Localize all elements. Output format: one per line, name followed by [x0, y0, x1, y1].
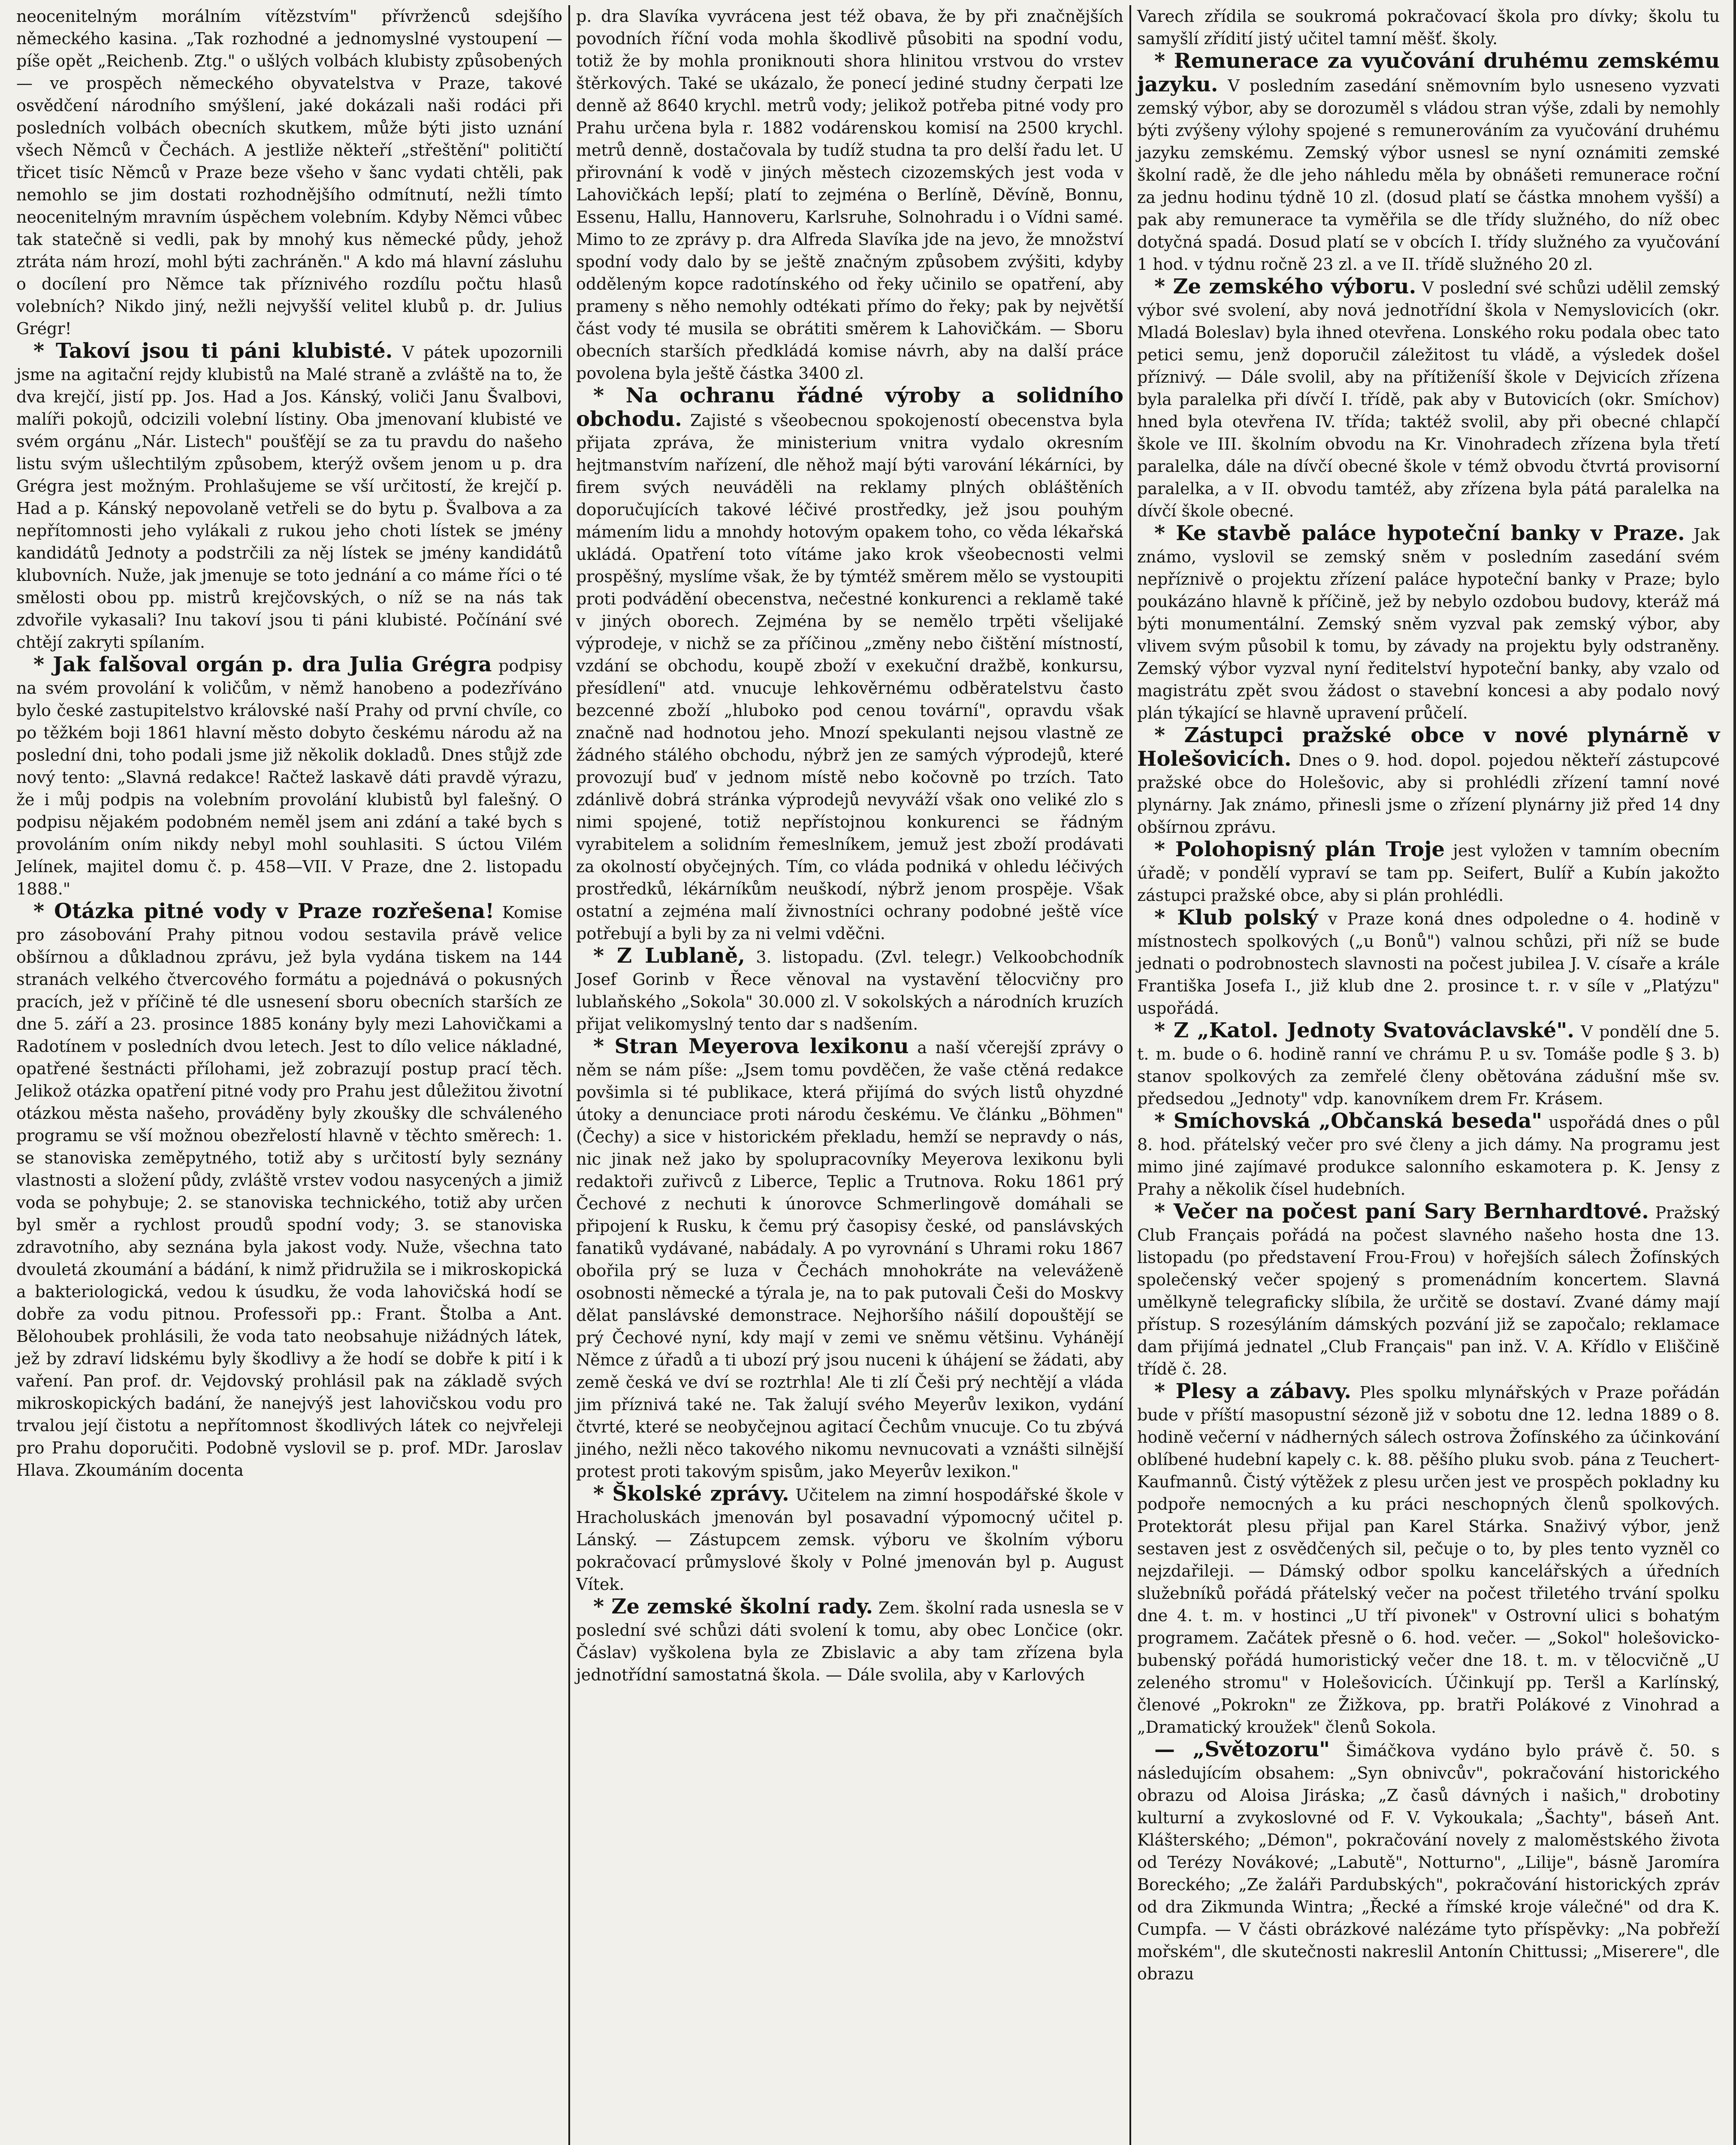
article-paragraph — [16, 653, 562, 900]
article-text: uspořádá dnes o půl 8. hod. přátelský večer pro své členy a jich dámy. Na programu jest mimo jiné zajímavé produkce salonního eskamotera p. K. Jensy z Prahy a několik čísel hudebních. — [1137, 1113, 1720, 1199]
article-paragraph — [16, 340, 562, 653]
article-paragraph — [576, 1595, 1123, 1686]
article-text: Jak známo, vyslovil se zemský sněm v posledním zasedání svém nepříznivě o projektu zřízení paláce hypoteční banky v Praze; bylo poukázáno hlavně k příčině, jež by nebylo ozdobou budovy, kteráž má býti monumentální. Zemský sněm vyzval pak zemský výbor, aby vlivem svým působil k tomu, by závady na projektu byly odstraněny. Zemský výbor vyzval nyní ředitelství hypoteční banky, aby vzalo od magistrátu zpět svou žádost o stavební koncesi a aby podalo nový plán týkající se hlavně upravení průčelí. — [1137, 525, 1720, 722]
article-heading: * Polohopisný plán Troje — [1154, 837, 1445, 861]
article-text: jest vyložen v tamním obecním úřadě; v pondělí vypraví se tam pp. Seifert, Bulíř a Kubín jakožto zástupci pražské obce, aby si plán prohlédli. — [1137, 841, 1720, 905]
article-paragraph — [1137, 1380, 1720, 1738]
article-paragraph — [576, 5, 1123, 384]
article-heading: * Otázka pitné vody v Praze rozřešena! — [33, 899, 495, 923]
article-heading: * Remunerace za vyučování druhému zemskému jazyku. — [1137, 49, 1720, 97]
article-text: Zem. školní rada usnesla se v poslední své schůzi dáti svolení k tomu, aby obec Lončice (okr. Čáslav) vyškolena byla ze Zbislavic a aby tam zřízena byla jednotřídní samostatná škola. — Dále svolila, aby v Karlových — [576, 1598, 1123, 1684]
article-heading: * Plesy a zábavy. — [1154, 1379, 1352, 1403]
article-text: Ples spolku mlynářských v Praze pořádán bude v příští masopustní sézoně již v sobotu dne 12. ledna 1889 o 8. hodině večerní v nádherných sálech ostrova Žofínského za účinkování oblíbené hudební kapely c. k. 88. pěšího pluku svob. pána z Teuchert-Kaufmannů. Čistý výtěžek z plesu určen jest ve prospěch pokladny ku podpoře nemocných a ku práci neschopných členů spolkových. Protektorát plesu přijal pan Karel Stárka. Snaživý výbor, jenž sestaven jest z osvědčených sil, pečuje o to, by ples tento vyzněl co nejzdařileji. — Dámský odbor spolku kancelářských a úředních služebníků pořádá přátelský večer na počest třiletého trvání spolku dne 4. t. m. v hostinci „U tří pivonek" v Ostrovní ulici s bohatým programem. Začátek přesně o 6. hod. večer. — „Sokol" holešovicko-bubenský pořádá humoristický večer dne 18. t. m. v tělocvičně „U zeleného stromu" v Holešovicích. Účinkují pp. Teršl a Karlínský, členové „Pokrokn" ze Žižkova, pp. bratři Polákové z Vinohrad a „Dramatický kroužek" členů Sokola. — [1137, 1383, 1720, 1737]
article-heading: — „Světozoru" — [1154, 1737, 1330, 1761]
article-heading: * Z „Katol. Jednoty Svatováclavské". — [1154, 1018, 1575, 1042]
article-text: neocenitelným morálním vítězstvím" přívrženců sdejšího německého kasina. „Tak rozhodné a jednomyslné vystoupení — píše opět „Reichenb. Ztg." o ušlých volbách klubisty způsobených — ve prospěch německého obyvatelstva v Praze, takové osvědčení národního smýšlení, jaké dokázali naši rodáci při posledních volbách obecních skutkem, může býti jisto uznání všech Němců v Čechách. A jestliže někteří „střeštění" političtí třicet tisíc Němců v Praze beze všeho v šanc vydati chtěli, pak nemohlo se jim dostati rozhodnějšího odmítnutí, nežli tímto neocenitelným mravním úspěchem volebním. Kdyby Němci vůbec tak statečně si vedli, pak by mnohý kus německé půdy, jehož ztráta nám hrozí, mohl býti zachráněn." A kdo má hlavní zásluhu o docílení pro Němce tak příznivého rozdílu počtu hlasů volebních? Nikdo jiný, nežli nejvyšší velitel klubů p. dr. Julius Grégr! — [16, 7, 562, 338]
article-paragraph — [1137, 906, 1720, 1019]
article-paragraph — [1137, 1738, 1720, 1985]
article-paragraph — [576, 384, 1123, 945]
article-paragraph — [16, 5, 562, 340]
article-heading: * Jak falšoval orgán p. dra Julia Grégra — [33, 653, 492, 677]
columns-container — [10, 5, 1726, 2145]
article-heading: * Smíchovská „Občanská beseda" — [1154, 1109, 1543, 1133]
article-heading: * Na ochranu řádné výroby a solidního obchodu. — [576, 384, 1123, 431]
article-heading: * Z Lublaně, — [593, 944, 745, 968]
article-text: V poslední své schůzi udělil zemský výbor své svolení, aby nová jednotřídní škola v Nemyslovicích (okr. Mladá Boleslav) byla ihned otevřena. Lonského roku podala obec tato petici semu, jenž doporučil záležitost tu vládě, a výsledek došel příznivý. — Dále svolil, aby na přítiženíší škole v Dejvicích zřízena byla paralelka při dívčí I. třídě, pak aby v Butovicích (okr. Smíchov) hned byla otevřena IV. třída; taktéž svolil, aby při obecné chlapčí škole ve III. školním obvodu na Kr. Vinohradech zřízena byla třetí paralelka, dále na dívčí obecné škole v témž obvodu čtvrtá provisorní paralelka, a v II. obvodu tamtéž, aby zřízena byla pátá paralelka na dívčí škole obecné. — [1137, 278, 1720, 520]
article-paragraph — [576, 945, 1123, 1035]
page-edge-rule — [1733, 0, 1736, 2145]
article-text: a naší včerejší zprávy o něm se nám píše: „Jsem tomu povděčen, že vaše ctěná redakce povšimla si té publikace, která přijímá do svých listů ohyzdné útoky a denunciace proti národu českému. Ve článku „Böhmen" (Čechy) a sice v historickém překladu, hemží se nepravdy o nás, nic jinak než jako by spolupracovníky Meyerova lexikonu byli redaktoři zuřivců z Liberce, Teplic a Trutnova. Roku 1861 prý Čechové z nechuti k únorovce Schmerlingově domáhali se připojení k Rusku, k čemu prý časopisy české, od panslávských fanatiků vydávané, nabádaly. A po vyrovnání s Uhrami roku 1867 obořila prý se luza v Čechách mnohokráte na veleváženě osobnosti německé a týrala je, na to pak putovali Češi do Moskvy dělat panslávské demonstrace. Nejhoršího nášilí dopouštějí se prý Čechové nyní, kdy mají v zemi ve sněmu většinu. Vyhánějí Němce z úřadů a ti ubozí prý jsou nuceni k úhájení se žádati, aby země česká ve dví se roztrhla! Ale ti zlí Češi prý nechtějí a vláda jim příznivá také ne. Tak žalují svého Meyerův lexikon, vydání čtvrté, které se neobyčejnou agitací Čechům vnucuje. Co tu zbývá jiného, nežli něco takového nikomu nevnucovati a vznášti silnější protest proti takovým spisům, jako Meyerův lexikon." — [576, 1038, 1124, 1481]
column-1 — [10, 5, 570, 2145]
article-text: Komise pro zásobování Prahy pitnou vodou sestavila právě velice obšírnou a důkladnou zprávu, jež byla vydána tiskem na 144 stranách velkého čtvercového formátu a pojednává o pokusných pracích, jež v příčině té dle usnesení sboru obecních starších ze dne 5. září a 23. prosince 1885 konány byly mezi Lahovičkami a Radotínem v posledních dvou letech. Jest to dílo velice nákladné, opatřené šestnácti přílohami, jež zobrazují postup prací těch. Jelikož otázka opatření pitné vody pro Prahu jest důležitou životní otázkou města našeho, prováděny byly zkoušky dle schváleného programu se vší možnou obezřelostí hlavně v těchto směrech: 1. se stanoviska zeměpytného, totiž aby s určitostí byly seznány vlastnosti a složení půdy, zvláště vrstev vodou nasycených a jimiž voda se pohybuje; 2. se stanoviska technického, totiž aby určen byl směr a rychlost proudů spodní vody; 3. se stanoviska zdravotního, aby seznána byla jakost vody. Nuže, všechna tato dvouletá zkoumání a bádání, k nimž přidružila se i mikroskopická a bakteriologická, vedou k úsudku, že voda lahovičská hodí se dobře za vodu pitnou. Professoři pp.: Frant. Štolba a Ant. Bělohoubek prohlásili, že voda tato neobsahuje nižádných látek, jež by zdraví lidskému byly škodlivy a že hodí se dobře k pití i k vaření. Pan prof. dr. Vejdovský prohlásil pak na základě svých mikroskopických badání, že nanejvýš jest lahovičskou vodu pro trvalou její čistotu a nepřítomnost škodlivých látek co nejvřeleji pro Prahu doporučiti. Podobně vyslovil se p. prof. MDr. Jaroslav Hlava. Zkoumáním docenta — [16, 903, 562, 1480]
article-heading: * Zástupci pražské obce v nové plynárně v Holešovicích. — [1137, 723, 1720, 771]
article-heading: * Školské zprávy. — [593, 1482, 789, 1506]
article-text: Zajisté s všeobecnou spokojeností obecenstva byla přijata zpráva, že ministerium vnitra vydalo okresním hejtmanstvím nařízení, dle něhož mají býti varování lékárníci, by firem svých neuváděli na reklamy plných obláštěních doporučujících takové léčivé prostředky, jež jsou pouhým mámením lidu a mnohdy hotovým opakem toho, co věda lékařská ukládá. Opatření toto vítáme jako krok všeobecnosti velmi prospěšný, myslíme však, že by týmtéž směrem mělo se vystoupiti proti podvádění obecenstva, nečestné konkurenci a reklamě také v jiných oborech. Zejména by se nemělo trpěti všelijaké výprodeje, v nichž se za příčinou „změny nebo čištění místností, vzdání se obchodu, koupě zboží v exekuční dražbě, konkursu, přesídlení" atd. vnucuje lehkověrnému odběratelstvu často bezcenné zboží „hluboko pod cenou tovární", opravdu však značně nad hodnotou jeho. Mnozí spekulanti nejsou vlastně ze žádného stálého obchodu, nýbrž jen ze samých výprodejů, které provozují buď v jednom místě nebo kočovně po trzích. Tato zdánlivě dobrá stránka výprodejů nevyváží však ono veliké zlo s nimi spojené, totiž nepřístojnou konkurenci se řádným vyrabitelem a solidním řemeslníkem, jemuž jest zboží prodávati za okolností obyčejných. Tím, co vláda podniká v ohledu léčivých prostředků, lékárníkům neuškodí, nýbrž jenom prospěje. Však ostatní a zejména malí živnostníci ochrany podobné ještě více potřebují a byli by za ni velmi vděčni. — [576, 411, 1123, 943]
article-heading: * Ke stavbě paláce hypoteční banky v Praze. — [1154, 521, 1685, 545]
article-paragraph — [1137, 1200, 1720, 1380]
article-paragraph — [1137, 5, 1720, 50]
column-3 — [1131, 5, 1726, 2145]
article-heading: * Ze zemské školní rady. — [593, 1595, 873, 1619]
article-paragraph — [1137, 1019, 1720, 1110]
article-paragraph — [16, 900, 562, 1481]
article-text: V pondělí dne 5. t. m. bude o 6. hodině ranní ve chrámu P. u sv. Tomáše podle § 3. b) stanov spolkových za zemřelé členy obětována zádušní mše sv. předsedou „Jednoty" vdp. kanovníkem drem Fr. Krásem. — [1137, 1022, 1720, 1108]
article-paragraph — [1137, 50, 1720, 275]
article-paragraph — [1137, 724, 1720, 838]
article-paragraph — [576, 1035, 1123, 1483]
article-heading: * Klub polský — [1154, 906, 1318, 930]
article-heading: * Takoví jsou ti páni klubisté. — [33, 339, 393, 363]
article-text: Šimáčkova vydáno bylo právě č. 50. s následujícím obsahem: „Syn obnivcův", pokračování historického obrazu od Aloisa Jiráska; „Z časů dávných i našich," drobotiny kulturní a zvykoslovné od F. V. Vykoukala; „Šachty", báseň Ant. Klášterského; „Démon", pokračování novely z maloměstského života od Terézy Novákové; „Labutě", Notturno", „Lilije", básně Jaromíra Boreckého; „Ze žaláři Pardubských", pokračování historických zpráv od dra Zikmunda Wintra; „Řecké a římské kroje válečné" od dra K. Cumpfa. — V části obrázkové nalézáme tyto příspěvky: „Na pobřeží mořském", dle skutečnosti nakreslil Antonín Chittussi; „Miserere", dle obrazu — [1137, 1741, 1720, 1983]
article-heading: * Ze zemského výboru. — [1154, 275, 1416, 299]
article-text: V pátek upozornili jsme na agitační rejdy klubistů na Malé straně a zvláště na to, že dva krejčí, jistí pp. Jos. Had a Jos. Kánský, voliči Janu Švalbovi, malíři pokojů, odcizili volební lístiny. Oba jmenovaní klubisté ve svém orgánu „Nár. Listech" poušťějí se za tu pravdu do našeho listu svým ušlechtilým způsobem, kterýž ovšem jenom u p. dra Grégra jest možným. Prohlašujeme se vší určitostí, že krejčí p. Had a p. Kánský nepovolaně vetřeli se do bytu p. Švalbova a za nepřítomnosti jeho vylákali z rukou jeho choti lístek se jmény kandidátů Jednoty a podstrčili za něj lístek se jmény kandidátů klubovních. Nuže, jak jmenuje se toto jednání a co máme říci o té smělosti obou pp. mistrů krejčovských, o níž se na nás tak zdvořile vykasali? Inu takoví jsou ti páni klubisté. Počínání své chtějí zakryti spílaním. — [16, 343, 562, 652]
article-paragraph — [1137, 1110, 1720, 1200]
article-text: Učitelem na zimní hospodářské škole v Hracholuskách jmenován byl posavadní výpomocný učitel p. Lánský. — Zástupcem zemsk. výboru ve školním výboru pokračovací průmyslové školy v Polné jmenován byl p. August Vítek. — [576, 1486, 1123, 1594]
article-paragraph — [576, 1483, 1123, 1595]
article-paragraph — [1137, 275, 1720, 522]
article-text: p. dra Slavíka vyvrácena jest též obava, že by při značnějších povodních říční voda mohla škodlivě působiti na spodní vodu, totiž že by mohla proniknouti shora hlinitou vrstvou do vrstev štěrkových. Také se ukázalo, že ponecí jediné studny čerpati lze denně až 8640 krychl. metrů vody; jelikož potřeba pitné vody pro Prahu určena byla r. 1882 vodárenskou komisí na 2500 krychl. metrů denně, dostačovala by tudíž studna ta pro delší řadu let. U přirovnání k vodě v jiných městech cizozemských jest voda v Lahovičkách lepší; platí to zejména o Berlíně, Děvíně, Bonnu, Essenu, Hallu, Hannoveru, Karlsruhe, Solnohradu i o Vídni samé. Mimo to ze zprávy p. dra Alfreda Slavíka jde na jevo, že množství spodní vody dalo by se ještě značným způsobem zvýšiti, kdyby odděleným kopce radotínského od řeky učinilo se opatření, aby prameny s něho nemohly odtékati přímo do řeky; pak by největší část vody té musila se obrátiti směrem k Lahovičkám. — Sboru obecních starších předkládá komise návrh, aby na další práce povolena byla ještě částka 3400 zl. — [576, 7, 1123, 383]
column-2 — [570, 5, 1131, 2145]
article-text: Dnes o 9. hod. dopol. pojedou někteří zástupcové pražské obce do Holešovic, aby si prohlédli zřízení tamní nové plynárny. Jak známo, přinesli jsme o zřízení plynárny již před 14 dny obšírnou zprávu. — [1137, 751, 1720, 837]
article-text: v Praze koná dnes odpoledne o 4. hodině v místnostech spolkových („u Bonů") valnou schůzi, při níž se bude jednati o podrobnostech slavnosti na počest jubilea J. V. císaře a krále Františka Josefa I., již klub dne 2. prosince t. r. v síle v „Platýzu" uspořádá. — [1137, 909, 1720, 1018]
article-text: 3. listopadu. (Zvl. telegr.) Velkoobchodník Josef Gorinb v Řece věnoval na vystavění tělocvičny pro lublaňského „Sokola" 30.000 zl. V sokolských a národních kruzích přijat velikomyslný tento dar s nadšením. — [576, 948, 1123, 1033]
article-paragraph — [1137, 522, 1720, 724]
article-text: V posledním zasedání sněmovním bylo usneseno vyzvati zemský výbor, aby se dorozuměl s vládou stran výše, zdali by nemohly býti zvýšeny výlohy spojené s remunerováním za vyučování druhému jazyku zemskému. Zemský výbor usnesl se nyní oznámiti zemské školní radě, že dle jeho náhledu měla by obnášeti remunerace roční za jednu hodinu týdně 10 zl. (dosud platí se částka mnohem vyšší) a pak aby remunerace ta vyměřila se dle třídy služného, do níž obec dotyčná spadá. Dosud platí se v obcích I. třídy služného za vyučování 1 hod. v týdnu ročně 23 zl. a ve II. třídě služného 20 zl. — [1137, 76, 1720, 274]
article-text: Varech zřídila se soukromá pokračovací škola pro dívky; školu tu samyšlí zřídití jistý učitel tamní měšť. školy. — [1137, 7, 1720, 48]
article-heading: * Večer na počest paní Sary Bernhardtové. — [1154, 1199, 1649, 1224]
article-paragraph — [1137, 838, 1720, 906]
article-heading: * Stran Meyerova lexikonu — [593, 1034, 909, 1058]
article-text: podpisy na svém provolání k voličům, v němž hanobeno a podezříváno bylo české zastupitelstvo královské naší Prahy od první chvíle, co po těžkém boji 1861 hlavní město dobyto českému národu až na poslední dni, toho podali jsme již několik dokladů. Dnes stůjž zde nový tento: „Slavná redakce! Račtež laskavě dáti pravdě výrazu, že i můj podpis na volebním provolání klubistů byl falešný. O podpisu nějakém podobném neměl jsem ani zdání a také bych s provoláním oním nikdy nebyl mohl souhlasiti. S úctou Vilém Jelínek, majitel domu č. p. 458—VII. V Praze, dne 2. listopadu 1888." — [16, 656, 562, 898]
article-text: Pražský Club Français pořádá na počest slavného našeho hosta dne 13. listopadu (po představení Frou-Frou) v hořejších sálech Žofínských společenský večer spojený s promenádním koncertem. Slavná umělkyně telegraficky slíbila, že určitě se dostaví. Zvané dámy mají přístup. S rozesýláním dámských pozvání již se započalo; reklamace dam přijímá jednatel „Club Français" pan inž. V. A. Křídlo v Eliščině třídě č. 28. — [1137, 1203, 1720, 1378]
